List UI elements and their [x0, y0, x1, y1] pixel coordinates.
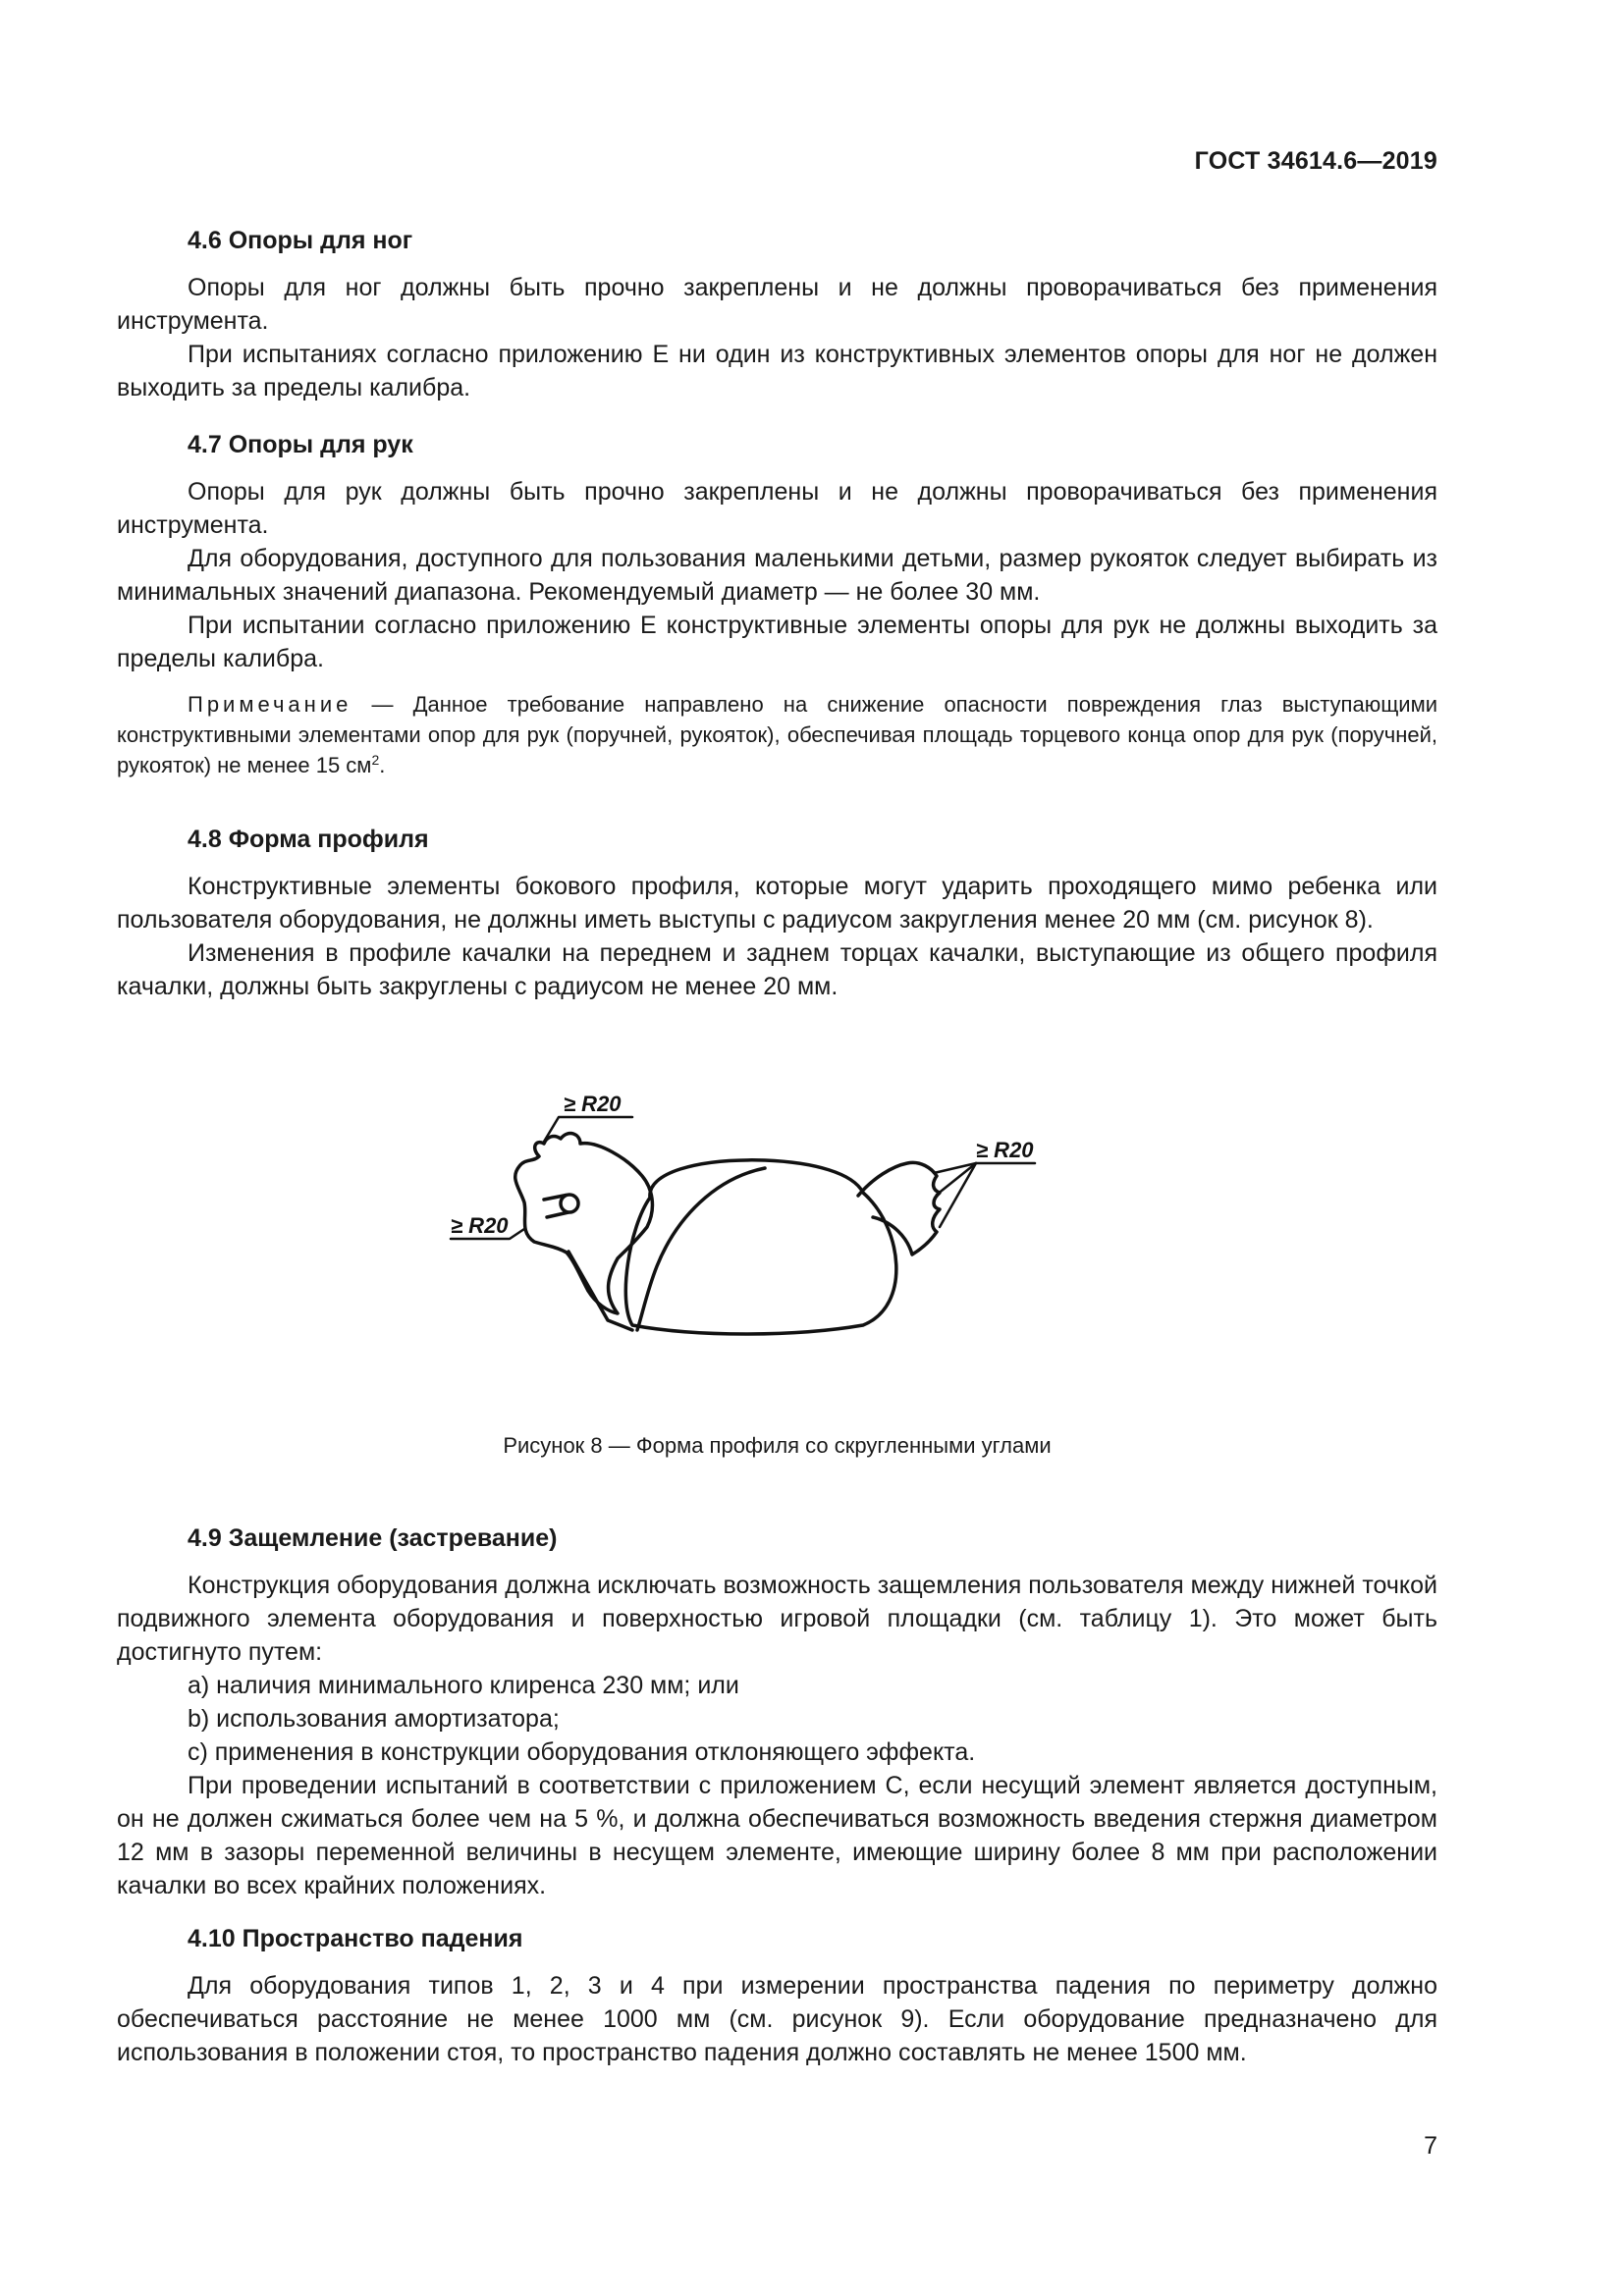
list-item: b) использования амортизатора; [188, 1705, 560, 1733]
radius-label-top: ≥ R20 [564, 1092, 622, 1116]
paragraph: Для оборудования, доступного для пользования маленькими детьми, размер рукояток следует выбирать из минимальных значений диапазона. Рекомендуемый диаметр — не более 30 мм. [117, 545, 1437, 606]
standard-header: ГОСТ 34614.6—2019 [1194, 147, 1437, 175]
rocker-head-outline [515, 1134, 653, 1313]
section-title: 4.7 Опоры для рук [188, 431, 413, 458]
section-4-6 [117, 224, 1437, 404]
leader-line-right-3 [940, 1163, 976, 1227]
note-text: — Данное требование направлено на снижение опасности повреждения глаз выступающими конструктивными элементами опор для рук (поручней, рукояток), обеспечивая площадь торцевого конца опор для рук (поручней, рукояток) не менее 15 см [117, 692, 1437, 777]
section-4-9 [117, 1522, 1437, 1902]
radius-label-left: ≥ R20 [451, 1213, 509, 1238]
leader-line-right [934, 1163, 1035, 1173]
rocking-horse-profile-figure [451, 1080, 1109, 1414]
paragraph: При испытании согласно приложению Е конструктивные элементы опоры для рук не должны выходить за пределы калибра. [117, 612, 1437, 672]
note-label: Примечание [188, 692, 352, 717]
paragraph: Опоры для ног должны быть прочно закреплены и не должны проворачиваться без применения инструмента. [117, 274, 1437, 335]
section-title: 4.9 Защемление (застревание) [188, 1524, 558, 1552]
section-title: 4.8 Форма профиля [188, 826, 429, 853]
list-item: a) наличия минимального клиренса 230 мм; или [188, 1672, 739, 1699]
section-4-7 [117, 428, 1437, 780]
paragraph: При проведении испытаний в соответствии с приложением С, если несущий элемент является доступным, он не должен сжиматься более чем на 5 %, и должна обеспечиваться возможность введения стержня диаметром 12 мм в зазоры переменной величины в несущем элементе, имеющие ширину более 8 мм при расположении качалки во всех крайних положениях. [117, 1772, 1437, 1899]
note [117, 689, 1437, 780]
radius-label-right: ≥ R20 [976, 1138, 1034, 1162]
section-4-8 [117, 823, 1437, 1003]
list-item: c) применения в конструкции оборудования отклоняющего эффекта. [188, 1738, 976, 1766]
section-4-10 [117, 1922, 1437, 2069]
rocker-tail-outline [858, 1162, 940, 1255]
document-page [117, 0, 1437, 2296]
paragraph: При испытаниях согласно приложению Е ни один из конструктивных элементов опоры для ног не должен выходить за пределы калибра. [117, 341, 1437, 401]
figure-caption: Рисунок 8 — Форма профиля со скругленными углами [503, 1433, 1052, 1458]
note-superscript: 2 [371, 752, 380, 768]
rocker-inner-line [637, 1168, 765, 1330]
paragraph: Изменения в профиле качалки на переднем и заднем торцах качалки, выступающие из общего профиля качалки, должны быть закруглены с радиусом не менее 20 мм. [117, 939, 1437, 1000]
section-title: 4.6 Опоры для ног [188, 227, 413, 254]
paragraph: Для оборудования типов 1, 2, 3 и 4 при измерении пространства падения по периметру должно обеспечиваться расстояние не менее 1000 мм (см. рисунок 9). Если оборудование предназначено для использования в положении стоя, то пространство падения должно составлять не менее 1500 мм. [117, 1972, 1437, 2066]
note-end: . [379, 753, 386, 777]
handle-end [561, 1195, 578, 1212]
section-title: 4.10 Пространство падения [188, 1925, 523, 1952]
paragraph: Конструкция оборудования должна исключать возможность защемления пользователя между нижней точкой подвижного элемента оборудования и поверхностью игровой площадки (см. таблицу 1). Это может быть достигнуто путем: [117, 1572, 1437, 1666]
paragraph: Конструктивные элементы бокового профиля, которые могут ударить проходящего мимо ребенка или пользователя оборудования, не должны иметь выступы с радиусом закругления менее 20 мм (см. рисунок 8). [117, 873, 1437, 934]
page-number: 7 [1424, 2132, 1437, 2160]
rocker-neck [568, 1252, 632, 1330]
paragraph: Опоры для рук должны быть прочно закреплены и не должны проворачиваться без применения инструмента. [117, 478, 1437, 539]
